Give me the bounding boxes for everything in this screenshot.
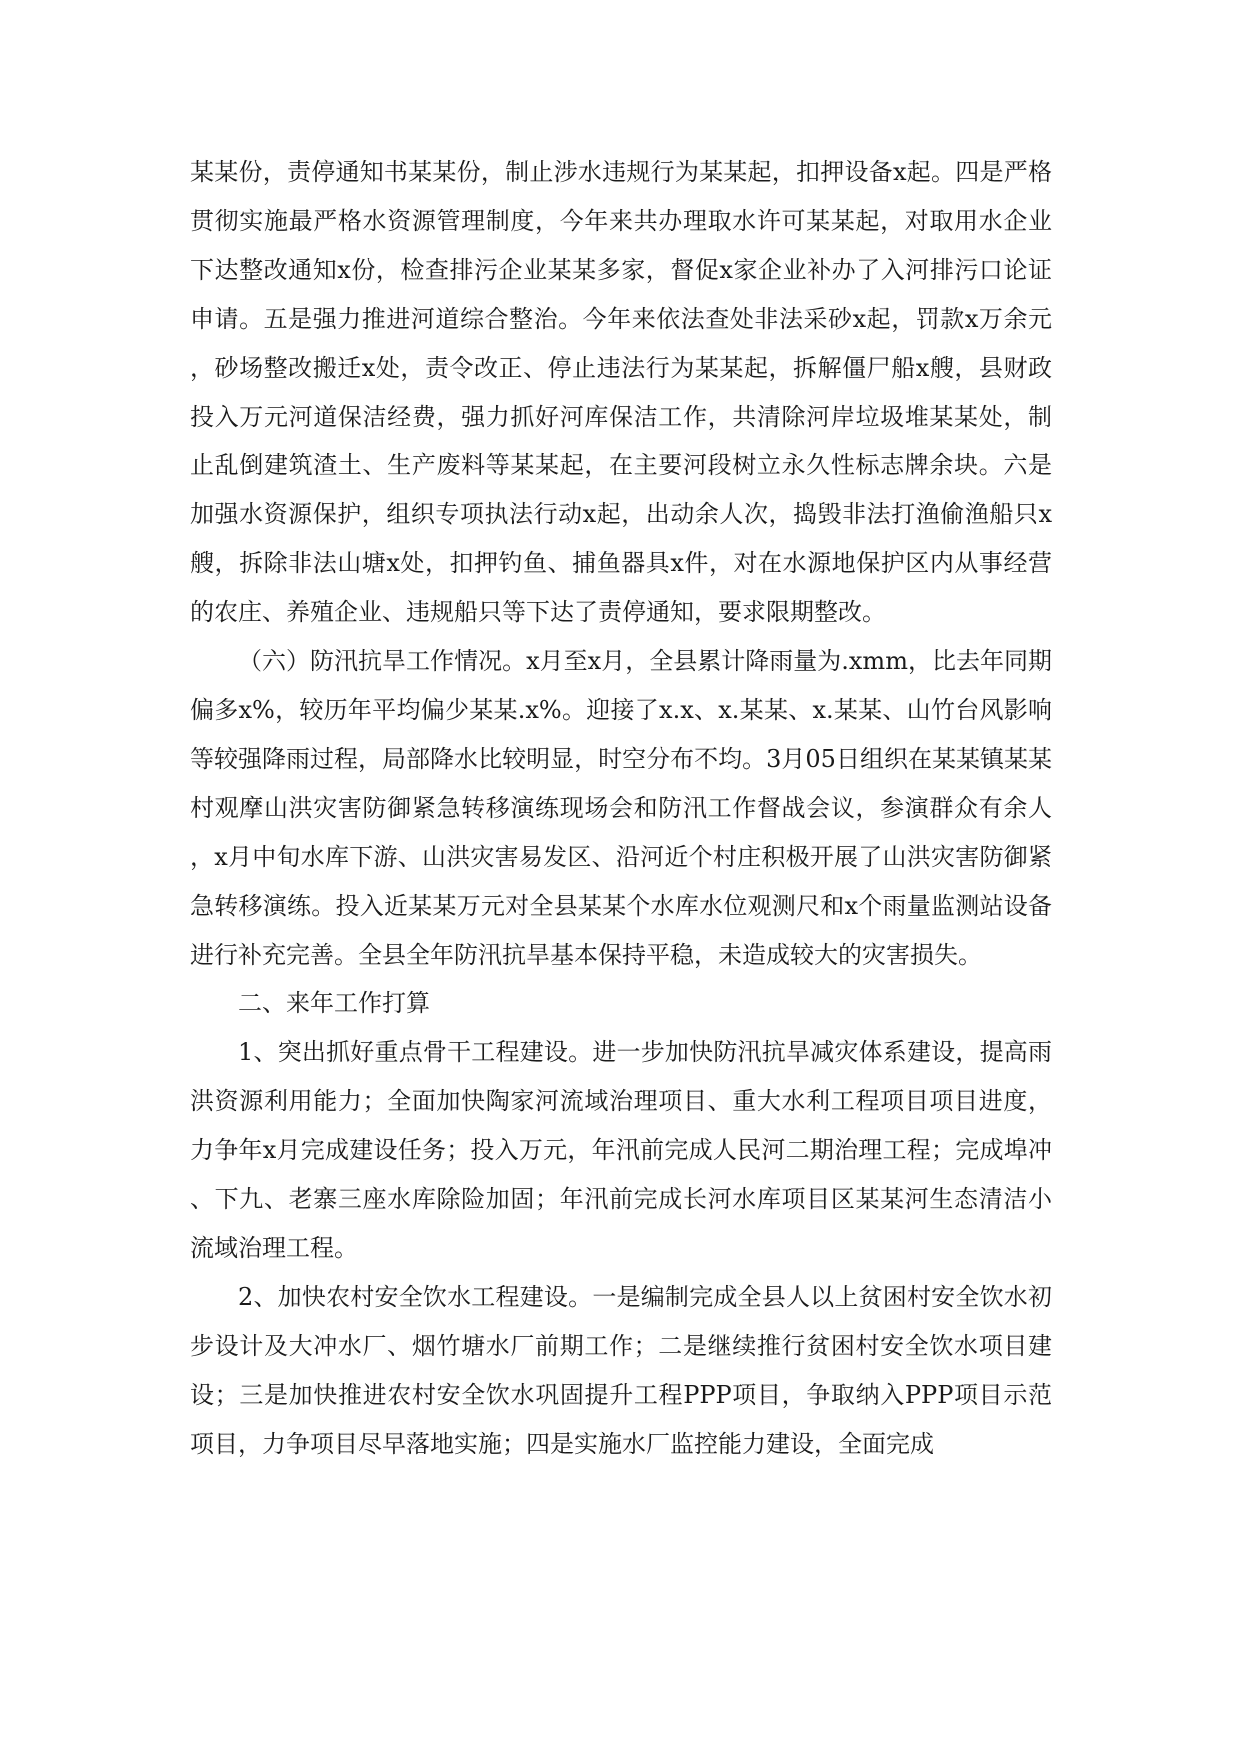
paragraph-rural-drinking-water: 2、加快农村安全饮水工程建设。一是编制完成全县人以上贫困村安全饮水初步设计及大冲水厂、烟竹塘水厂前期工作；二是继续推行贫困村安全饮水项目建设；三是加快推进农村安全饮水巩固提升工程PPP项目，争取纳入PPP项目示范项目，力争项目尽早落地实施；四是实施水厂监控能力建设，全面完成 bbox=[190, 1282, 1052, 1458]
document-body bbox=[190, 148, 1052, 1468]
paragraph-law-enforcement-continued: 某某份，责停通知书某某份，制止涉水违规行为某某起，扣押设备x起。四是严格贯彻实施最严格水资源管理制度，今年来共办理取水许可某某起，对取用水企业下达整改通知x份，检查排污企业某某多家，督促x家企业补办了入河排污口论证申请。五是强力推进河道综合整治。今年来依法查处非法采砂x起，罚款x万余元，砂场整改搬迁x处，责令改正、停止违法行为某某起，拆解僵尸船x艘，县财政投入万元河道保洁经费，强力抓好河库保洁工作，共清除河岸垃圾堆某某处，制止乱倒建筑渣土、生产废料等某某起，在主要河段树立永久性标志牌余块。六是加强水资源保护，组织专项执法行动x起，出动余人次，捣毁非法打渔偷渔船只x艘，拆除非法山塘x处，扣押钓鱼、捕鱼器具x件，对在水源地保护区内从事经营的农庄、养殖企业、违规船只等下达了责停通知，要求限期整改。 bbox=[190, 158, 1052, 627]
paragraph-flood-drought-control: （六）防汛抗旱工作情况。x月至x月，全县累计降雨量为.xmm，比去年同期偏多x%，较历年平均偏少某某.x%。迎接了x.x、x.某某、x.某某、山竹台风影响等较强降雨过程，局部降水比较明显，时空分布不均。3月05日组织在某某镇某某村观摩山洪灾害防御紧急转移演练现场会和防汛工作督战会议，参演群众有余人，x月中旬水库下游、山洪灾害易发区、沿河近个村庄积极开展了山洪灾害防御紧急转移演练。投入近某某万元对全县某某个水库水位观测尺和x个雨量监测站设备进行补充完善。全县全年防汛抗旱基本保持平稳，未造成较大的灾害损失。 bbox=[190, 647, 1052, 969]
paragraph-key-project-construction: 1、突出抓好重点骨干工程建设。进一步加快防汛抗旱减灾体系建设，提高雨洪资源利用能力；全面加快陶家河流域治理项目、重大水利工程项目项目进度，力争年x月完成建设任务；投入万元，年汛前完成人民河二期治理工程；完成埠冲、下九、老寨三座水库除险加固；年汛前完成长河水库项目区某某河生态清洁小流域治理工程。 bbox=[190, 1038, 1052, 1262]
section-heading-next-year-plan: 二、来年工作打算 bbox=[238, 989, 430, 1018]
